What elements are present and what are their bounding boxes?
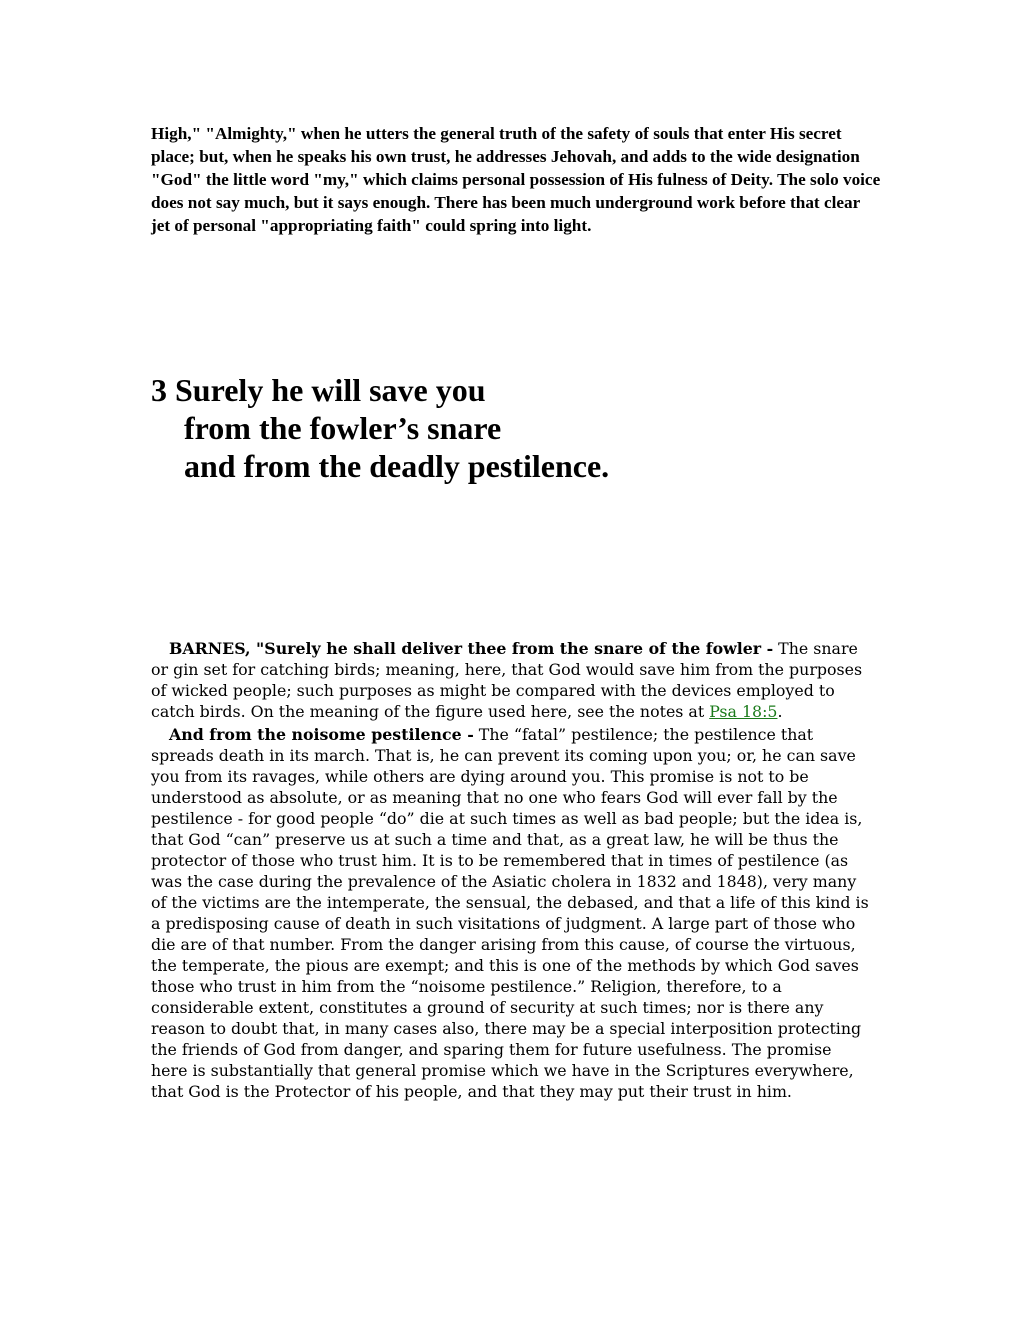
verse-block — [151, 371, 871, 485]
paragraph-1-text: The snare or gin set for catching birds; meaning, here, that God would save him from the purposes of wicked people; such purposes as might be compared with the devices employed to catch birds. On the meaning of the figure used here, see the notes at — [151, 639, 863, 721]
intro-paragraph: High," "Almighty," when he utters the general truth of the safety of souls that enter His secret place; but, when he speaks his own trust, he addresses Jehovah, and adds to the wide designation "God" the little word "my," which claims personal possession of His fulness of Deity. The solo voice does not say much, but it says enough. There has been much underground work before that clear jet of personal "appropriating faith" could spring into light. — [151, 124, 881, 235]
paragraph-2-text: The “fatal” pestilence; the pestilence that spreads death in its march. That is, he can prevent its coming upon you; or, he can save you from its ravages, while others are dying around you. This promise is not to be understood as absolute, or as meaning that no one who fears God will ever fall by the pestilence - for good people “do” die at such times as well as bad people; but the idea is, that God “can” preserve us at such a time and that, as a great law, he will be thus the protector of those who trust him. It is to be remembered that in times of pestilence (as was the case during the prevalence of the Asiatic cholera in 1832 and 1848), very many of the victims are the intemperate, the sensual, the debased, and that a life of this kind is a predisposing cause of death in such visitations of judgment. A large part of those who die are of that number. From the danger arising from this cause, of course the virtuous, the temperate, the pious are exempt; and this is one of the methods by which God saves those who trust in him from the “noisome pestilence.” Religion, therefore, to a considerable extent, constitutes a ground of security at such times; nor is there any reason to doubt that, in many cases also, there may be a special interposition protecting the friends of God from danger, and sparing them for future usefulness. The promise here is substantially that general promise which we have in the Scriptures everywhere, that God is the Protector of his people, and that they may put their trust in him. — [151, 725, 869, 1101]
verse-line-1: 3 Surely he will save you — [151, 372, 486, 408]
verse-line-2: from the fowler’s snare — [184, 410, 502, 446]
paragraph-1-end: . — [777, 702, 783, 721]
commentary-paragraph-1 — [151, 638, 871, 722]
paragraph-2-heading: And from the noisome pestilence - — [169, 725, 474, 744]
paragraph-1-heading: BARNES, "Surely he shall deliver thee from the snare of the fowler - — [169, 639, 774, 658]
commentary-paragraph-2 — [151, 724, 871, 1102]
scripture-reference-link[interactable]: Psa 18:5 — [709, 702, 778, 721]
verse-line-3: and from the deadly pestilence. — [184, 448, 610, 484]
barnes-commentary — [151, 638, 871, 1102]
